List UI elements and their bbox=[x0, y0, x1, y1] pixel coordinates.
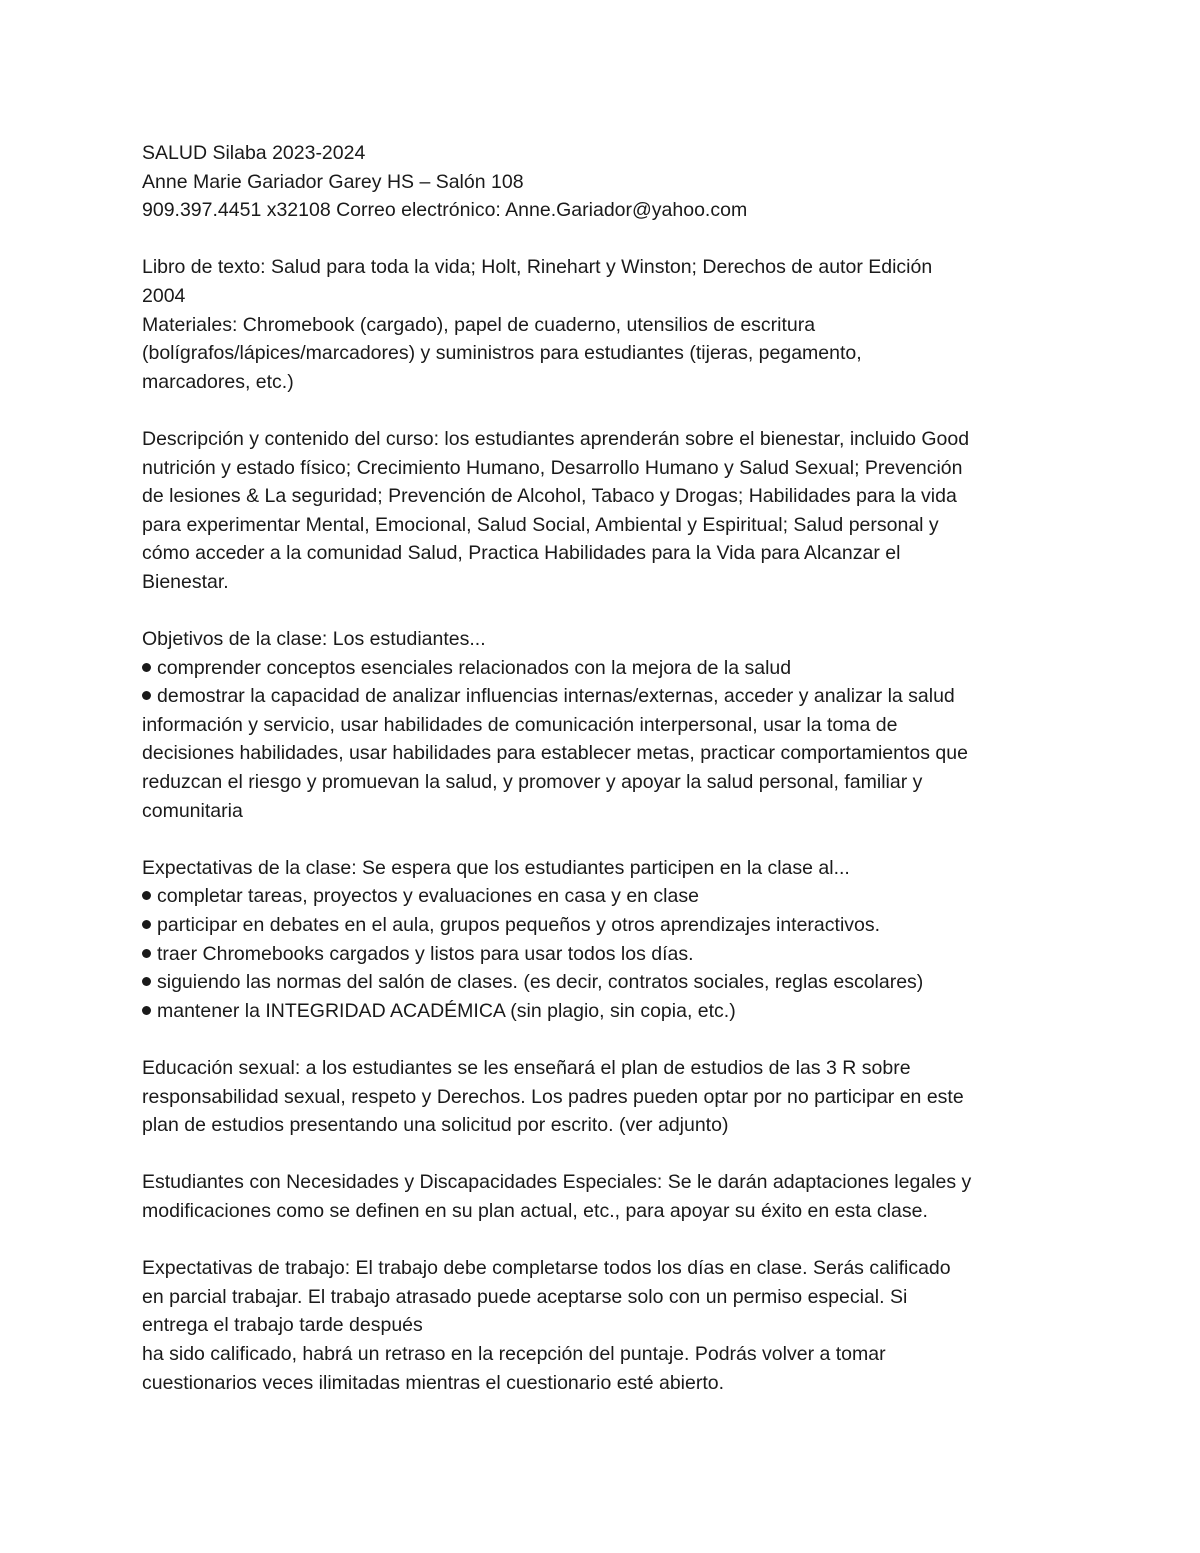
teacher-line: Anne Marie Gariador Garey HS – Salón 108 bbox=[142, 170, 524, 193]
objective-text: demostrar la capacidad de analizar influencias internas/externas, acceder y analizar la salud bbox=[157, 685, 955, 708]
objective-continuation: comunitaria bbox=[142, 799, 243, 822]
sex-ed-line: responsabilidad sexual, respeto y Derechos. Los padres pueden optar por no participar en este bbox=[142, 1085, 964, 1108]
textbook-line: Libro de texto: Salud para toda la vida; Holt, Rinehart y Winston; Derechos de autor Edición bbox=[142, 256, 933, 279]
contact-line: 909.397.4451 x32108 Correo electrónico: Anne.Gariador@yahoo.com bbox=[142, 199, 748, 222]
expectation-item bbox=[142, 997, 1072, 1026]
spacer bbox=[142, 825, 1072, 854]
work-expectations-line: en parcial trabajar. El trabajo atrasado puede aceptarse solo con un permiso especial. Si bbox=[142, 1285, 908, 1308]
objectives-intro: Objetivos de la clase: Los estudiantes... bbox=[142, 628, 486, 651]
work-expectations-line: Expectativas de trabajo: El trabajo debe completarse todos los días en clase. Serás calificado bbox=[142, 1257, 951, 1280]
work-expectations-line: ha sido calificado, habrá un retraso en la recepción del puntaje. Podrás volver a tomar bbox=[142, 1342, 886, 1365]
expectation-text: completar tareas, proyectos y evaluaciones en casa y en clase bbox=[157, 885, 699, 908]
objective-item bbox=[142, 682, 1072, 711]
objective-item bbox=[142, 654, 1072, 683]
objective-continuation: decisiones habilidades, usar habilidades para establecer metas, practicar comportamientos que bbox=[142, 742, 968, 765]
description-line: cómo acceder a la comunidad Salud, Practica Habilidades para la Vida para Alcanzar el bbox=[142, 542, 901, 565]
expectation-text: traer Chromebooks cargados y listos para usar todos los días. bbox=[157, 942, 694, 965]
spacer bbox=[142, 1140, 1072, 1169]
expectation-item bbox=[142, 911, 1072, 940]
description-line: para experimentar Mental, Emocional, Salud Social, Ambiental y Espiritual; Salud personal y bbox=[142, 513, 939, 536]
special-needs-line: Estudiantes con Necesidades y Discapacidades Especiales: Se le darán adaptaciones legales y bbox=[142, 1171, 972, 1194]
objective-continuation: información y servicio, usar habilidades de comunicación interpersonal, usar la toma de bbox=[142, 713, 898, 736]
bullet-icon bbox=[142, 691, 151, 700]
bullet-icon bbox=[142, 977, 151, 986]
expectation-item bbox=[142, 882, 1072, 911]
description-line: nutrición y estado físico; Crecimiento Humano, Desarrollo Humano y Salud Sexual; Prevención bbox=[142, 456, 963, 479]
description-line: Bienestar. bbox=[142, 570, 229, 593]
spacer bbox=[142, 597, 1072, 626]
expectations-intro: Expectativas de la clase: Se espera que los estudiantes participen en la clase al... bbox=[142, 856, 850, 879]
bullet-icon bbox=[142, 949, 151, 958]
expectation-text: mantener la INTEGRIDAD ACADÉMICA (sin plagio, sin copia, etc.) bbox=[157, 999, 736, 1022]
work-expectations-line: cuestionarios veces ilimitadas mientras el cuestionario esté abierto. bbox=[142, 1371, 725, 1394]
syllabus-document bbox=[142, 139, 1072, 1397]
special-needs-line: modificaciones como se definen en su plan actual, etc., para apoyar su éxito en esta clase. bbox=[142, 1199, 928, 1222]
bullet-icon bbox=[142, 663, 151, 672]
spacer bbox=[142, 396, 1072, 425]
objective-text: comprender conceptos esenciales relacionados con la mejora de la salud bbox=[157, 656, 792, 679]
description-line: de lesiones & La seguridad; Prevención de Alcohol, Tabaco y Drogas; Habilidades para la vida bbox=[142, 485, 957, 508]
spacer bbox=[142, 225, 1072, 254]
spacer bbox=[142, 1025, 1072, 1054]
expectation-text: siguiendo las normas del salón de clases. (es decir, contratos sociales, reglas escolares) bbox=[157, 971, 924, 994]
expectation-text: participar en debates en el aula, grupos pequeños y otros aprendizajes interactivos. bbox=[157, 914, 881, 937]
textbook-line: 2004 bbox=[142, 284, 186, 307]
document-title: SALUD Silaba 2023-2024 bbox=[142, 142, 366, 164]
materials-line: (bolígrafos/lápices/marcadores) y suministros para estudiantes (tijeras, pegamento, bbox=[142, 342, 862, 365]
bullet-icon bbox=[142, 920, 151, 929]
expectation-item bbox=[142, 940, 1072, 969]
materials-line: Materiales: Chromebook (cargado), papel de cuaderno, utensilios de escritura bbox=[142, 313, 816, 336]
materials-line: marcadores, etc.) bbox=[142, 370, 294, 393]
objective-continuation: reduzcan el riesgo y promuevan la salud, y promover y apoyar la salud personal, familiar y bbox=[142, 771, 923, 794]
spacer bbox=[142, 1226, 1072, 1255]
bullet-icon bbox=[142, 1006, 151, 1015]
sex-ed-line: plan de estudios presentando una solicitud por escrito. (ver adjunto) bbox=[142, 1114, 729, 1137]
work-expectations-line: entrega el trabajo tarde después bbox=[142, 1314, 423, 1337]
expectation-item bbox=[142, 968, 1072, 997]
bullet-icon bbox=[142, 891, 151, 900]
description-line: Descripción y contenido del curso: los estudiantes aprenderán sobre el bienestar, incluido Good bbox=[142, 427, 970, 450]
sex-ed-line: Educación sexual: a los estudiantes se les enseñará el plan de estudios de las 3 R sobre bbox=[142, 1057, 911, 1079]
